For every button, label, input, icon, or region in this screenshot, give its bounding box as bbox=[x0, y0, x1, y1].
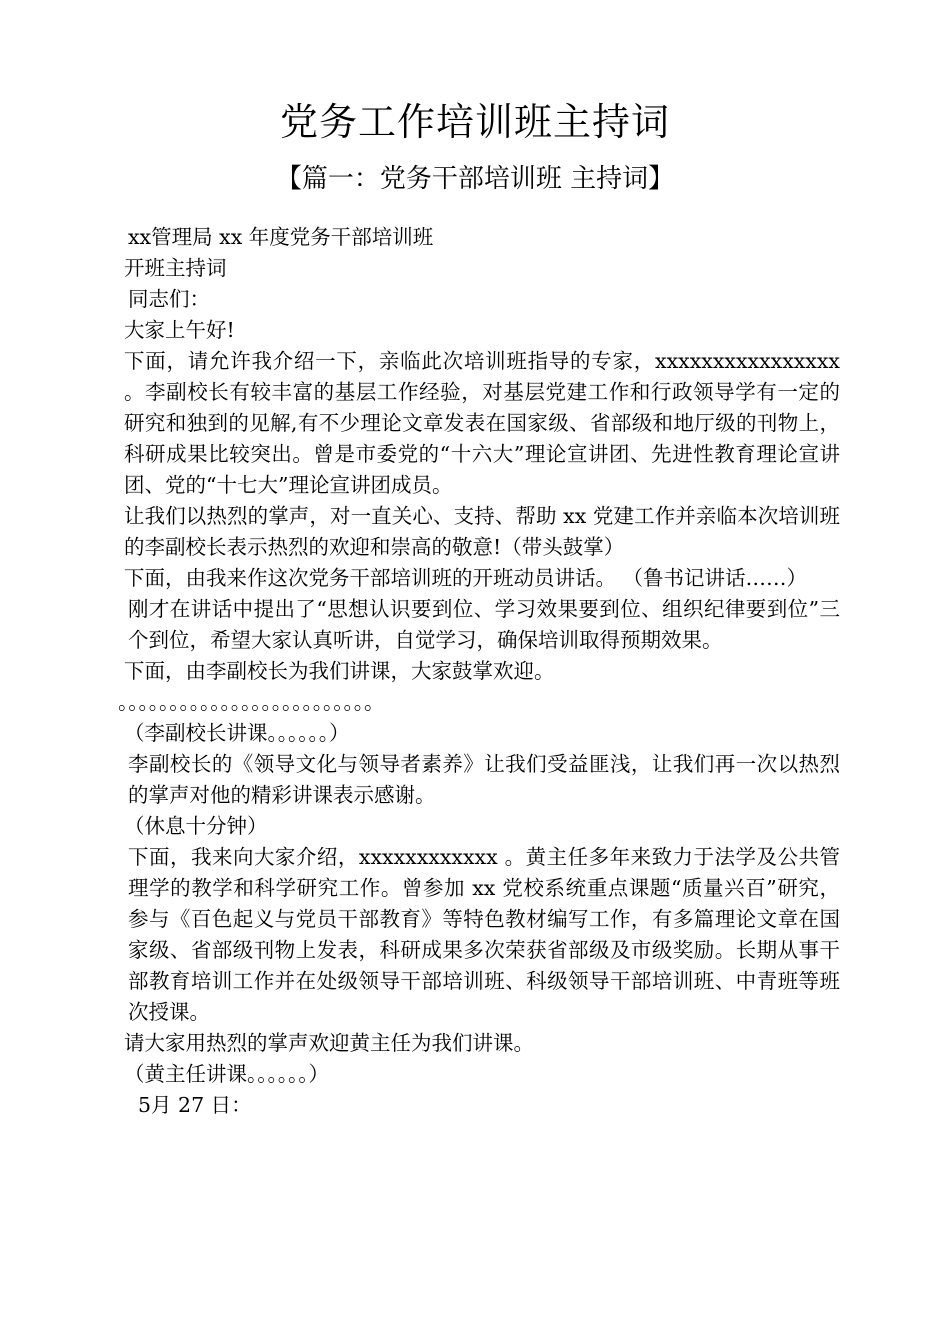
paragraph-opening-speech: 下面，由我来作这次党务干部培训班的开班动员讲话。 （鲁书记讲话……） bbox=[124, 566, 808, 590]
paragraph-three-requirements: 刚才在讲话中提出了“思想认识要到位、学习效果要到位、组织纪律要到位”三个到位，希望大家认真听讲，自觉学习，确保培训取得预期效果。 bbox=[128, 597, 840, 652]
paragraph-second-welcome: 请大家用热烈的掌声欢迎黄主任为我们讲课。 bbox=[124, 1031, 534, 1055]
paragraph-org-heading: xx管理局 xx 年度党务干部培训班 bbox=[128, 225, 434, 249]
document-subtitle: 【篇一：党务干部培训班 主持词】 bbox=[275, 164, 675, 194]
paragraph-ellipsis: 。。。。。。。。。。。。。。。。。。。。。。。。。 bbox=[118, 690, 385, 714]
paragraph-thanks: 李副校长的《领导文化与领导者素养》让我们受益匪浅，让我们再一次以热烈的掌声对他的精彩讲课表示感谢。 bbox=[128, 752, 840, 807]
paragraph-salutation: 同志们： bbox=[128, 287, 210, 311]
document-body bbox=[118, 222, 840, 1121]
paragraph-greeting: 大家上午好! bbox=[124, 318, 235, 342]
document-title: 党务工作培训班主持词 bbox=[279, 100, 670, 144]
paragraph-second-lecture-note: （黄主任讲课。。。。。。） bbox=[124, 1062, 329, 1086]
paragraph-date: 5月 27 日： bbox=[138, 1093, 252, 1117]
paragraph-lecture-intro: 下面，由李副校长为我们讲课，大家鼓掌欢迎。 bbox=[124, 659, 555, 683]
paragraph-expert-intro: 下面，请允许我介绍一下，亲临此次培训班指导的专家，xxxxxxxxxxxxxxxx 。李副校长有较丰富的基层工作经验，对基层党建工作和行政领导学有一定的研究和独到的见解,有不少理论文章发表在国家级、省部级和地厅级的刊物上，科研成果比较突出。曾是市委党的“十六大”理论宣讲团、先进性教育理论宣讲团、党的“十七大”理论宣讲团成员。 bbox=[124, 349, 840, 497]
paragraph-second-intro: 下面，我来向大家介绍，xxxxxxxxxxxx 。黄主任多年来致力于法学及公共管理学的教学和科学研究工作。曾参加 xx 党校系统重点课题“质量兴百”研究，参与《百色起义与党员干部教育》等特色教材编写工作，有多篇理论文章在国家级、省部级刊物上发表，科研成果多次荣获省部级及市级奖励。长期从事干部教育培训工作并在处级领导干部培训班、科级领导干部培训班、中青班等班次授课。 bbox=[128, 845, 840, 1024]
paragraph-welcome-applause: 让我们以热烈的掌声，对一直关心、支持、帮助 xx 党建工作并亲临本次培训班的李副校长表示热烈的欢迎和崇高的敬意!（带头鼓掌） bbox=[124, 504, 840, 559]
paragraph-host-heading: 开班主持词 bbox=[124, 256, 227, 280]
paragraph-break-note: （休息十分钟） bbox=[124, 814, 268, 838]
paragraph-lecture-note: （李副校长讲课。。。。。。） bbox=[124, 721, 350, 745]
